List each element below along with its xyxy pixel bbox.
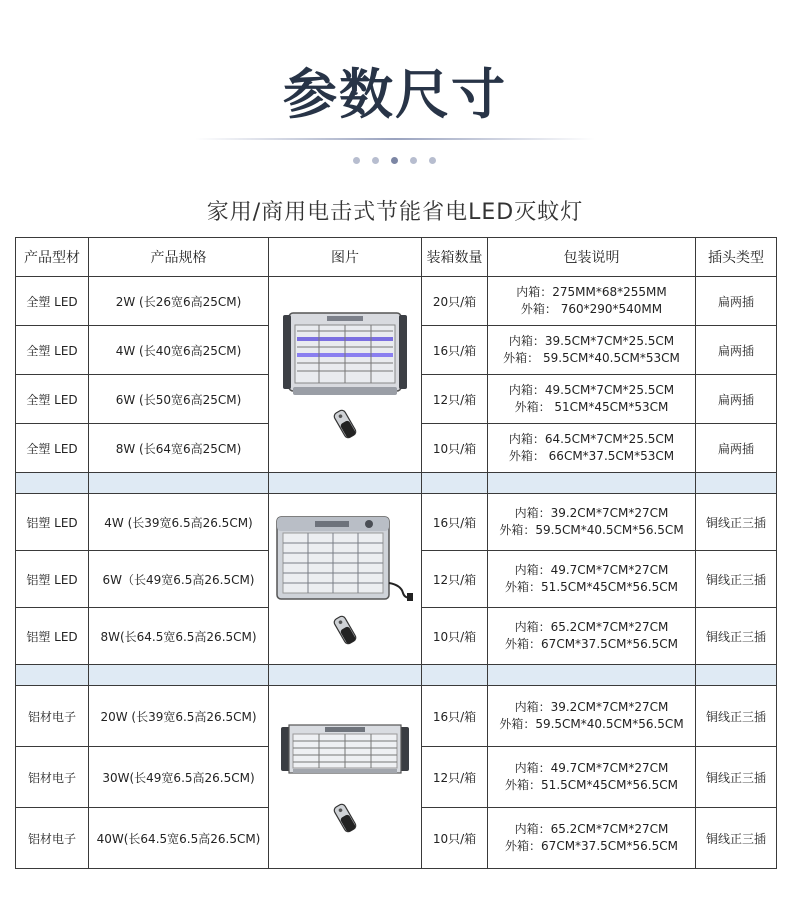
page-title: 参数尺寸: [283, 63, 507, 126]
bug-zapper-aluminum-plastic-icon: [275, 513, 415, 605]
inner-box-text: 内箱：39.5CM*7CM*25.5CM: [508, 334, 675, 348]
plug-cell: 扁两插: [696, 277, 777, 326]
quantity-cell: 10只/箱: [422, 808, 488, 869]
table-row: [16, 277, 777, 326]
header-packaging: 包装说明: [488, 238, 696, 277]
outer-box-text: 外箱：67CM*37.5CM*56.5CM: [505, 839, 678, 853]
remote-control-icon: [330, 802, 360, 834]
material-cell: 全塑 LED: [16, 424, 89, 473]
outer-box-text: 外箱：51.5CM*45CM*56.5CM: [505, 580, 678, 594]
header-material: 产品型材: [16, 238, 89, 277]
product-subtitle: 家用/商用电击式节能省电LED灭蚊灯: [206, 200, 584, 225]
bug-zapper-aluminum-electronic-icon: [281, 721, 409, 777]
packaging-cell: [488, 424, 696, 473]
group-separator: [16, 665, 777, 686]
dot: [353, 157, 360, 164]
packaging-cell: [488, 608, 696, 665]
remote-control-icon: [330, 408, 360, 440]
dot: [410, 157, 417, 164]
spec-cell: 2W (长26宽6高25CM): [89, 277, 269, 326]
material-cell: 全塑 LED: [16, 375, 89, 424]
material-cell: 铝塑 LED: [16, 551, 89, 608]
inner-box-text: 内箱：64.5CM*7CM*25.5CM: [508, 432, 675, 446]
plug-cell: 铜线正三插: [696, 608, 777, 665]
plug-cell: 扁两插: [696, 424, 777, 473]
table-row: [16, 686, 777, 747]
material-cell: 全塑 LED: [16, 277, 89, 326]
spec-cell: 6W (长50宽6高25CM): [89, 375, 269, 424]
outer-box-text: 外箱：59.5CM*40.5CM*56.5CM: [499, 717, 684, 731]
outer-box-text: 外箱：51.5CM*45CM*56.5CM: [505, 778, 678, 792]
inner-box-text: 内箱：65.2CM*7CM*27CM: [514, 620, 669, 634]
dot: [372, 157, 379, 164]
packaging-cell: [488, 551, 696, 608]
material-cell: 铝材电子: [16, 747, 89, 808]
outer-box-text: 外箱： 760*290*540MM: [520, 302, 663, 316]
plug-cell: 铜线正三插: [696, 808, 777, 869]
material-cell: 铝材电子: [16, 686, 89, 747]
material-cell: 铝材电子: [16, 808, 89, 869]
spec-cell: 6W（长49宽6.5高26.5CM): [89, 551, 269, 608]
quantity-cell: 16只/箱: [422, 326, 488, 375]
packaging-cell: [488, 494, 696, 551]
table-row: [16, 494, 777, 551]
group-separator: [16, 473, 777, 494]
remote-control-icon: [330, 614, 360, 646]
inner-box-text: 内箱：49.7CM*7CM*27CM: [514, 761, 669, 775]
decorative-dots: [353, 157, 437, 165]
table-header-row: [16, 238, 777, 277]
spec-cell: 30W(长49宽6.5高26.5CM): [89, 747, 269, 808]
spec-cell: 8W(长64.5宽6.5高26.5CM): [89, 608, 269, 665]
plug-cell: 铜线正三插: [696, 686, 777, 747]
plug-cell: 铜线正三插: [696, 551, 777, 608]
bug-zapper-plastic-icon: [283, 309, 407, 399]
material-cell: 铝塑 LED: [16, 608, 89, 665]
material-cell: 全塑 LED: [16, 326, 89, 375]
plug-cell: 铜线正三插: [696, 747, 777, 808]
spec-cell: 8W (长64宽6高25CM): [89, 424, 269, 473]
quantity-cell: 20只/箱: [422, 277, 488, 326]
dot: [391, 157, 398, 164]
spec-cell: 4W (长40宽6高25CM): [89, 326, 269, 375]
outer-box-text: 外箱：67CM*37.5CM*56.5CM: [505, 637, 678, 651]
dot: [429, 157, 436, 164]
packaging-cell: [488, 747, 696, 808]
quantity-cell: 10只/箱: [422, 608, 488, 665]
quantity-cell: 10只/箱: [422, 424, 488, 473]
header-quantity: 装箱数量: [422, 238, 488, 277]
quantity-cell: 16只/箱: [422, 494, 488, 551]
plug-cell: 扁两插: [696, 326, 777, 375]
quantity-cell: 12只/箱: [422, 747, 488, 808]
spec-table: [15, 237, 777, 869]
inner-box-text: 内箱：49.5CM*7CM*25.5CM: [508, 383, 675, 397]
spec-cell: 40W(长64.5宽6.5高26.5CM): [89, 808, 269, 869]
plug-cell: 铜线正三插: [696, 494, 777, 551]
material-cell: 铝塑 LED: [16, 494, 89, 551]
title-divider: [195, 138, 595, 140]
packaging-cell: [488, 277, 696, 326]
quantity-cell: 12只/箱: [422, 551, 488, 608]
product-image-aluminum-electronic: [269, 686, 422, 869]
inner-box-text: 内箱：39.2CM*7CM*27CM: [514, 700, 669, 714]
product-image-plastic: [269, 277, 422, 473]
header-spec: 产品规格: [89, 238, 269, 277]
product-image-aluminum-plastic: [269, 494, 422, 665]
outer-box-text: 外箱： 51CM*45CM*53CM: [514, 400, 669, 414]
spec-cell: 4W (长39宽6.5高26.5CM): [89, 494, 269, 551]
spec-cell: 20W (长39宽6.5高26.5CM): [89, 686, 269, 747]
plug-cell: 扁两插: [696, 375, 777, 424]
inner-box-text: 内箱：275MM*68*255MM: [516, 285, 667, 299]
inner-box-text: 内箱：39.2CM*7CM*27CM: [514, 506, 669, 520]
packaging-cell: [488, 326, 696, 375]
inner-box-text: 内箱：65.2CM*7CM*27CM: [514, 822, 669, 836]
inner-box-text: 内箱：49.7CM*7CM*27CM: [514, 563, 669, 577]
header-image: 图片: [269, 238, 422, 277]
outer-box-text: 外箱：59.5CM*40.5CM*56.5CM: [499, 523, 684, 537]
quantity-cell: 12只/箱: [422, 375, 488, 424]
packaging-cell: [488, 686, 696, 747]
outer-box-text: 外箱： 59.5CM*40.5CM*53CM: [503, 351, 680, 365]
packaging-cell: [488, 808, 696, 869]
packaging-cell: [488, 375, 696, 424]
quantity-cell: 16只/箱: [422, 686, 488, 747]
header-plug: 插头类型: [696, 238, 777, 277]
outer-box-text: 外箱： 66CM*37.5CM*53CM: [508, 449, 675, 463]
